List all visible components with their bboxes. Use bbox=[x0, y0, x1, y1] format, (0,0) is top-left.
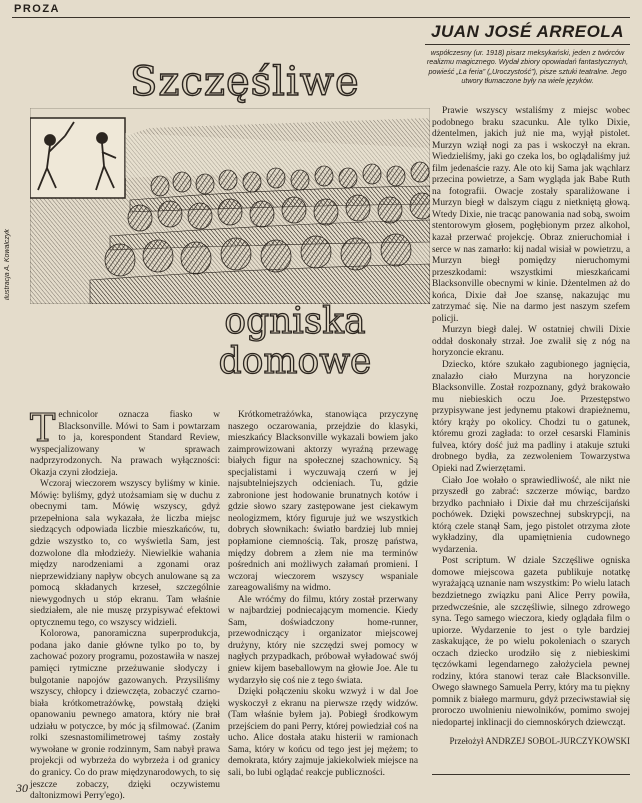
footer-rule bbox=[432, 774, 630, 775]
paragraph: Krótkometrażówka, stanowiąca przyczynę naszego oczarowania, przejdzie do klasyki, mieszkańcy Blacksonville wykazali bowiem jako zaimprowizowani aktorzy wyraźną przewagę białych figur na społecznej szachownicy. Są specjalistami i wyczuwają czerń w jej najsubtelniejszych odcieniach. Tu, gdzie zabronione jest hodowanie brunatnych kotów i gdzie słowo szary zastępowane jest ciekawym neologizmem, który figuruje już we wszystkich dobrych słownikach: światło bardziej lub mniej popłamione ciemnością. Tak, proszę państwa, między dobrem a złem nie ma terminów pośrednich ani możliwych załamań promieni. I wczoraj wieczorem wszyscy wspaniale zareagowaliśmy na widmo. bbox=[228, 410, 418, 594]
cinema-audience-illustration bbox=[30, 108, 430, 304]
section-label: PROZA bbox=[14, 3, 60, 15]
illustration-credit: ilustracja A. Kowalczyk bbox=[4, 229, 11, 300]
drop-cap: T bbox=[30, 406, 56, 450]
paragraph: Prawie wszyscy wstaliśmy z miejsc wobec podobnego braku szacunku. Ale tylko Dixie, dżentelmen, jakich już nie ma, wyjął pistolet. Murzyn wziął nogi za pas i wskoczył na ekran. Wiedzieliśmy, jaki go czeka los, bo oglądaliśmy już film jedenaście razy. Ale oto kij Sama jak wąchlarz przecina powietrze, a Sam wygląda jak Babe Ruth na fotografii. Owacje zostały sparaliżowane i Murzyn biegł w dalszym ciągu z nietkniętą głową. Wtedy Dixie, nie tracąc panowania nad sobą, swoim stentorowym głosem, pogłębionym przez alkohol, kazał przerwać projekcję. Obraz znieruchomiał i serce w nas zamarło: kij nadal wisiał w powietrzu, a Murzyn biegł pomiędzy nieruchomymi przeszkodami: wszystkimi mieszkańcami Blacksonville obecnymi w kinie. Dżentelmen aż do końca, Dixie dał Joe szansę, nakazując mu zatrzymać się. Nie na darmo jest naszym szefem policji. bbox=[432, 106, 630, 324]
paragraph: Kolorowa, panoramiczna superprodukcja, podana jako danie główne tylko po to, by zachować pozory programu, pozostawiła w naszej pamięci rytmiczne przeżuwanie słodyczy i bulgotanie napojów gazowanych. Przysiliśmy wszyscy, chłopcy i dziewczęta, zobaczyć czarno-biała krótkometrażówkę, powstałą dzięki opanowaniu pewnego amatora, który nie brał udziału w potyczce, by móc ją sfilmować. (Zanim rolki szesnastomilimetrowej taśmy zostały wywołane w gronie rodzinnym, Sam nabył prawa projekcji od wybrzeża do wybrzeża i od granicy do granicy. Co do praw międzynarodowych, to się jeszcze zobaczy, dzięki oczywistemu daltonizmowi Perry'ego). bbox=[30, 629, 220, 802]
paragraph: Dzięki połączeniu skoku wzwyż i w dal Joe wyskoczył z ekranu na pierwsze rzędy widzów. (Tam właśnie byłem ja). Pobiegł środkowym przejściem do pani Perry, której powiedział coś na ucho. Alice dostała ataku histerii w ramionach Sama, który w końcu od tego jest jej mężem; to demokrata, który zajmuje jakiekolwiek miejsce na sali, bo lubi oglądać reakcje publiczności. bbox=[228, 687, 418, 778]
paragraph bbox=[30, 406, 220, 479]
translator-credit: Przełożył ANDRZEJ SOBOL-JURCZYKOWSKI bbox=[449, 735, 630, 746]
paragraph: Dziecko, które szukało zagubionego jagnięcia, znalazło ciało Murzyna na horyzoncie Blacksonville. Został rozpoznany, gdyż brakowało mu niebieskich oczu Joe. Przestępstwo przypisywane jest jedynemu ptakowi drapieżnemu, który krąży po okolicy. Chodzi tu o gatunek, któremu grozi zagłada: to orzeł cesarski Flaminis fulvea, który dość już ma padliny i atakuje sztuki drobnego bydła, za zezwoleniem Towarzystwa Opieki nad Zwierzętami. bbox=[432, 360, 630, 474]
title-line-1: Szczęśliwe bbox=[130, 59, 360, 105]
paragraph: Ale wróćmy do filmu, który został przerwany w najbardziej podniecającym momencie. Kiedy Sam, doświadczony home-runner, przewodniczący i organizator miejscowej drużyny, który nie szczędzi swej pomocy w nagłych przypadkach, próbował wyładować swój gniew kijem baseballowym na głowie Joe. Ale tu wydarzyło się coś nie z tego świata. bbox=[228, 594, 418, 686]
paragraph: Ciało Joe wołało o sprawiedliwość, ale nikt nie przyszedł go zabrać: szczerze mówiąc, bardzo brzydko pachniało i Dixie dał mu chrześcijański pochówek. Dzięki powszechnej subskrypcji, na którą czele stanął Sam, jego pistolet otrzyma złote wykładziny, dla upamiętnienia cudownego wydarzenia. bbox=[432, 475, 630, 555]
author-bio: współczesny (ur. 1918) pisarz meksykański, jeden z twórców realizmu magicznego. Wydał zbiory opowiadań fantastycznych, powieść „La feria” („Uroczystość”), pisze sztuki teatralne. Jego utwory tłumaczone były na wiele języków. bbox=[426, 48, 629, 86]
text-column-1 bbox=[30, 406, 220, 803]
title-line-2: ogniska domowe bbox=[218, 301, 372, 382]
page-number: 30 bbox=[16, 781, 28, 795]
author-name: JUAN JOSÉ ARREOLA bbox=[430, 22, 624, 41]
paragraph: Wczoraj wieczorem wszyscy byliśmy w kinie. Mówię: byliśmy, gdyż utożsamiam się w duchu z obecnymi tam. Mówię wszyscy, gdyż przepełniona sala wykazała, że liczba miejsc siedzących odpowiada liczbie mieszkańców, tu, gdzie wszystko to, co wyświetla Sam, jest dozwolone dla młodzieży. Niewielkie wahania między narodzeniami a zgonami oraz nieprzewidziany napływ obcych anulowane są za pomocą składanych krzeseł, szczególnie niewygodnych u stóp ekranu. Tam właśnie siedziałem, ale nie muszę przypisywać efektowi optycznemu tego, co wszyscy widzieli. bbox=[30, 479, 220, 628]
paragraph-text: echnicolor oznacza fiasko w Blacksonville. Mówi to Sam i powtarzam to ja, korespondent Standard Review, wyspecjalizowany w sprawach nadprzyrodzonych. Na prawach wyłączności: Okazja czyni złodzieja. bbox=[30, 410, 220, 478]
paragraph: Post scriptum. W dziale Szczęśliwe ogniska domowe miejscowa gazeta publikuje notatkę wyrażającą uznanie nam wszystkim: Po wielu latach bezdzietnego związku pani Alice Perry powiła, przedwcześnie, ale szczęśliwie, silnego zdrowego syna. Tego samego wieczora, kiedy oglądała film o upiorze. Wydarzenie to jest o tyle bardziej zaskakujące, że po wielu pokoleniach o szarych oczach dziecko urodziło się z niebieskimi tęczówkami legendarnego założyciela pewnej rodziny, która stanowi teraz całe Blacksonville. Owego sławnego Samuela Perry, który ma tu piękny pomnik z białego marmuru, gdyż przeciwstawiał się proroczo uwolnieniu niewolników, pomimo swojej niedopartej inklinacji do ciemnoskórych dziewcząt. bbox=[432, 556, 630, 728]
header-rule bbox=[12, 17, 630, 18]
text-column-3 bbox=[432, 106, 630, 747]
author-rule bbox=[425, 44, 630, 45]
text-column-2 bbox=[228, 410, 418, 780]
paragraph: Murzyn biegł dalej. W ostatniej chwili Dixie oddał doskonały strzał. Joe zwalił się z nóg na horyzoncie ekranu. bbox=[432, 325, 630, 359]
